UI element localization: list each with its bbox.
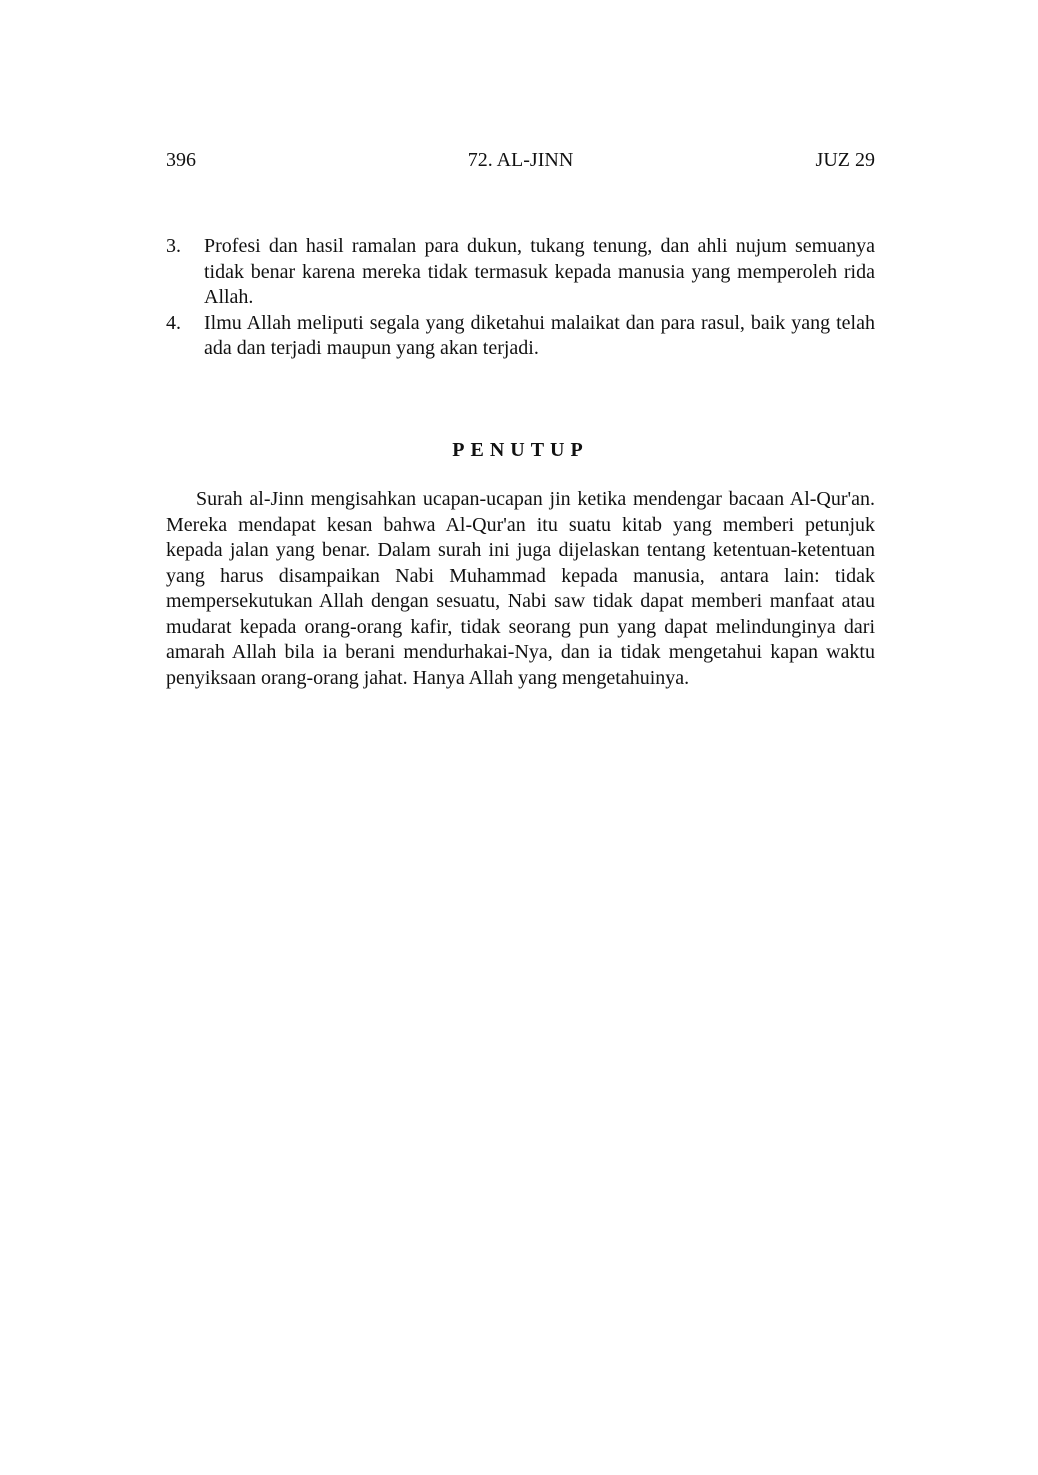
list-item-number: 3. [166,235,181,257]
lesson-list [166,234,875,362]
list-item [166,311,875,362]
list-item-text: Ilmu Allah meliputi segala yang diketahui malaikat dan para rasul, baik yang telah ada dan terjadi maupun yang akan terjadi. [204,311,875,359]
closing-paragraph: Surah al-Jinn mengisahkan ucapan-ucapan jin ketika mendengar bacaan Al-Qur'an. Mereka mendapat kesan bahwa Al-Qur'an itu suatu kitab yang memberi petunjuk kepada jalan yang benar. Dalam surah ini juga dijelaskan tentang ketentuan-ketentuan yang harus disampaikan Nabi Muhammad kepada manusia, antara lain: tidak mempersekutukan Allah dengan sesuatu, Nabi saw tidak dapat memberi manfaat atau mudarat kepada orang-orang kafir, tidak seorang pun yang dapat melindunginya dari amarah Allah bila ia berani mendurhakai-Nya, dan ia tidak mengetahui kapan waktu penyiksaan orang-orang jahat. Hanya Allah yang mengetahuinya. [166,488,875,689]
chapter-title: 72. AL-JINN [467,149,574,171]
page-header [166,146,875,174]
page-number: 396 [166,149,196,171]
section-heading: PENUTUP [452,439,589,461]
list-item-number: 4. [166,311,181,334]
juz-label: JUZ 29 [815,149,875,171]
list-item-text: Profesi dan hasil ramalan para dukun, tukang tenung, dan ahli nujum semuanya tidak benar karena mereka tidak termasuk kepada manusia yang memperoleh rida Allah. [204,235,875,308]
list-item [166,234,875,311]
